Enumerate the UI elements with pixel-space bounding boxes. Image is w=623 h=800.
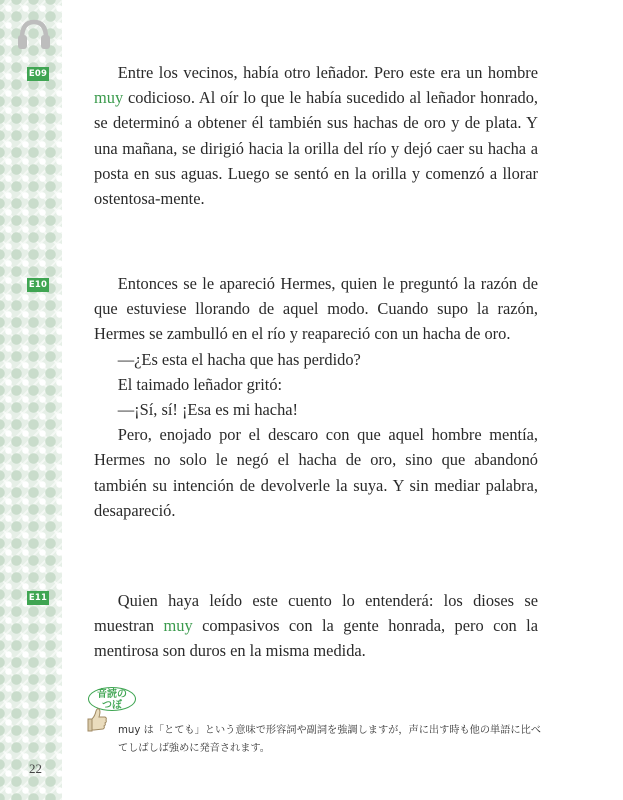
page-number: 22: [29, 761, 42, 776]
reading-tip-bubble: 音読の つぼ: [88, 687, 136, 711]
paragraph: El taimado leñador gritó:: [117, 374, 283, 394]
track-badge-e11: E11: [28, 593, 48, 603]
decorative-side-strip: [0, 0, 62, 800]
thumbs-up-icon: [82, 706, 110, 734]
track-badge-e09: E09: [28, 69, 48, 79]
paragraph: Entonces se le apareció Hermes, quien le preguntó la razón de que estuviese llorando de aquel modo. Cuando supo la razón, Hermes se zambulló en el río y reapareció con un hacha de oro.: [94, 274, 538, 344]
paragraph: Pero, enojado por el descaro con que aquel hombre mentía, Hermes no solo le negó el hacha de oro, sino que abandonó también su intención de devolverle la suya. Y sin mediar palabra, desapareció.: [94, 425, 538, 520]
dialogue-line: —¡Sí, sí! ¡Esa es mi hacha!: [117, 400, 299, 420]
headphones-icon[interactable]: [14, 14, 54, 54]
highlight-word: muy: [94, 88, 124, 108]
section-2: [94, 271, 538, 523]
reading-tip-text: muy は「とても」という意味で形容詞や副詞を強調しますが，声に出す時も他の単語に比べてしばしば強めに発音されます。: [118, 725, 541, 754]
track-badge-e10: E10: [28, 280, 48, 290]
section-3: [94, 588, 538, 664]
highlight-word: muy: [163, 616, 193, 636]
dialogue-line: —¿Es esta el hacha que has perdido?: [117, 349, 361, 369]
paragraph: Entre los vecinos, había otro leñador. Pero este era un hombre muy codicioso. Al oír lo que le había sucedido al leñador honrado, se determinó a obtener él también sus hachas de oro y de plata. Y una mañana, se dirigió hacia la orilla del río y dejó caer su hacha a posta en sus aguas. Luego se sentó en la orilla y comenzó a llorar ostentosa-mente.: [94, 63, 538, 209]
paragraph: Quien haya leído este cuento lo entenderá: los dioses se muestran muy compasivos con la gente honrada, pero con la mentirosa son duros en la misma medida.: [94, 591, 538, 661]
section-1: [94, 60, 538, 211]
